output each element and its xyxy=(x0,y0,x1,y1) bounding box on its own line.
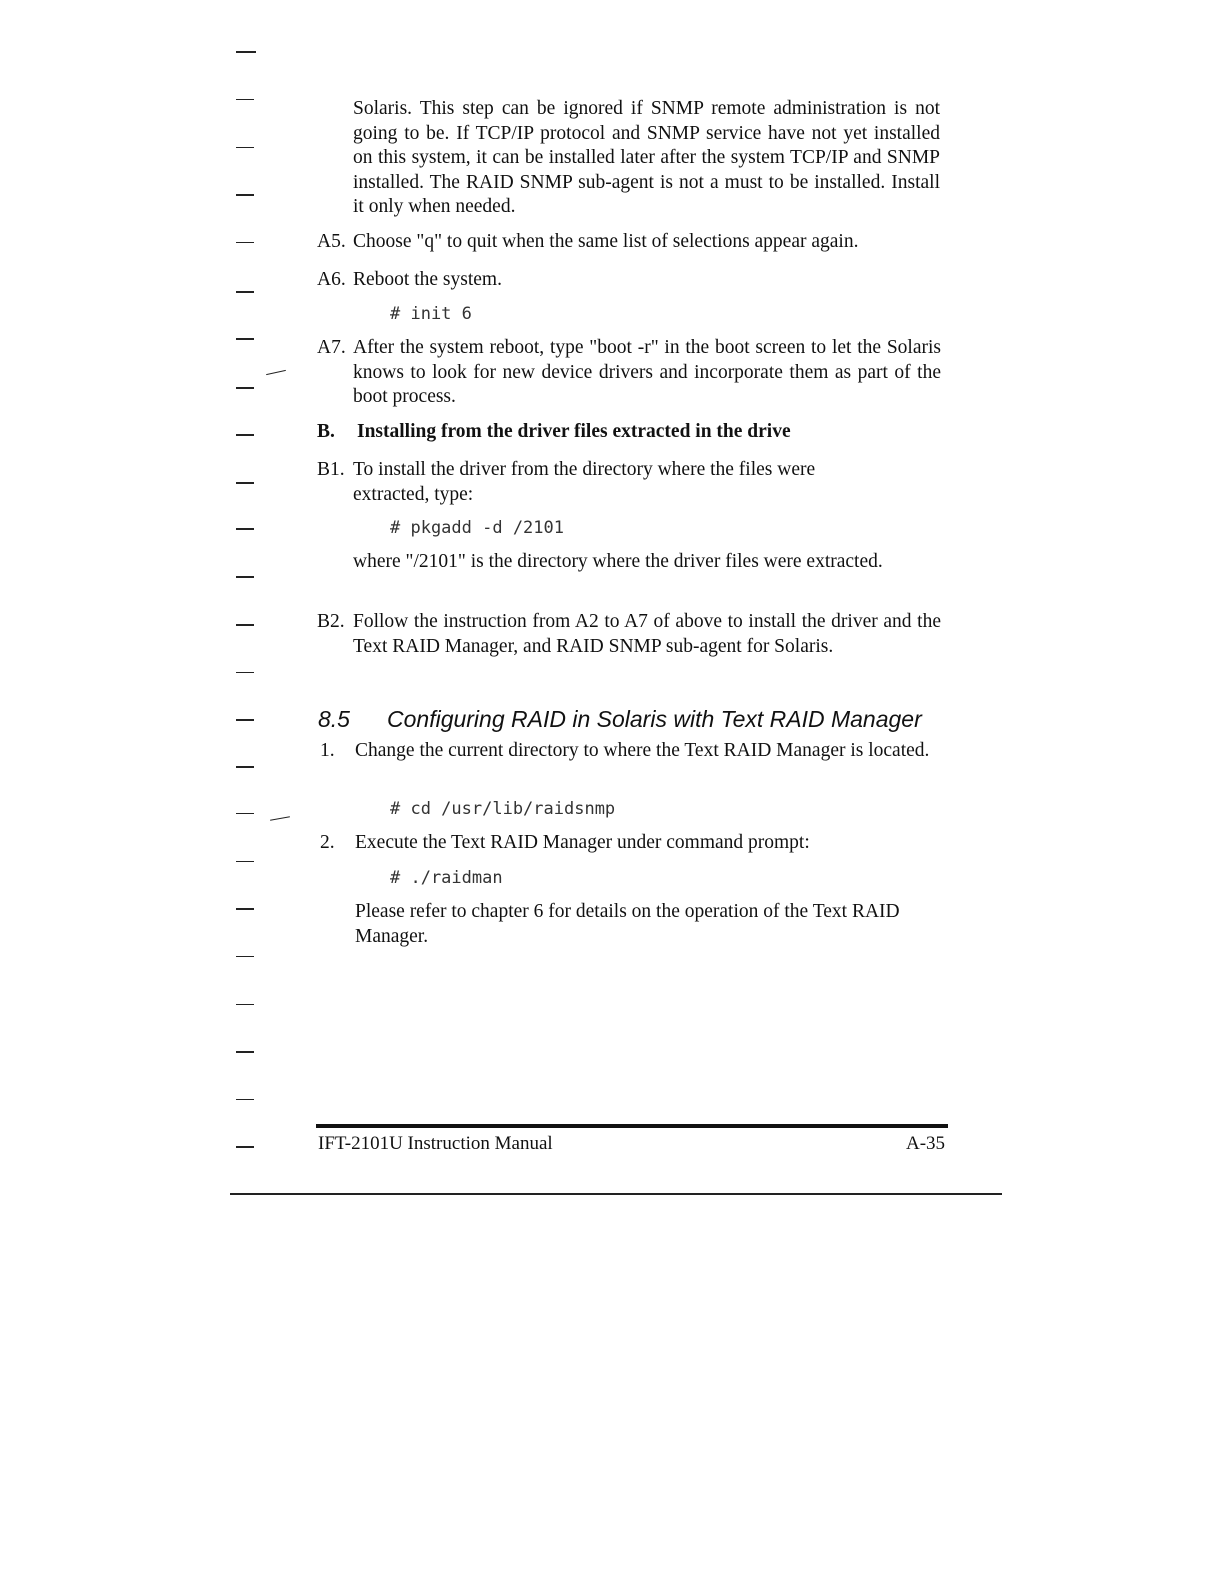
margin-tick xyxy=(236,482,254,484)
section-title: Configuring RAID in Solaris with Text RAID Manager xyxy=(387,706,922,732)
margin-tick xyxy=(236,1051,254,1053)
margin-tick xyxy=(236,242,254,243)
page-number: A-35 xyxy=(906,1133,946,1154)
margin-tick xyxy=(236,576,254,578)
command-pkgadd: # pkgadd -d /2101 xyxy=(390,518,564,538)
step-a7-label: A7. xyxy=(317,337,346,358)
command-cd: # cd /usr/lib/raidsnmp xyxy=(390,799,616,819)
margin-tick xyxy=(236,1146,254,1148)
margin-tick xyxy=(236,528,254,530)
step-b2-text: Follow the instruction from A2 to A7 of above to install the driver and the Text RAID Manager, and RAID SNMP sub-agent for Solaris. xyxy=(353,611,941,657)
margin-tick xyxy=(236,908,254,910)
step-a5-label: A5. xyxy=(317,231,346,252)
margin-tick xyxy=(236,861,254,862)
footer-rule xyxy=(316,1124,948,1128)
step-a6-label: A6. xyxy=(317,269,346,290)
margin-tick xyxy=(236,147,254,148)
margin-tick xyxy=(236,1004,254,1005)
margin-tick xyxy=(236,434,254,436)
continuation-paragraph: Solaris. This step can be ignored if SNMP remote administration is not going to be. If TCP/IP protocol and SNMP service have not yet installed on this system, it can be installed later after the system TCP/IP and SNMP installed. The RAID SNMP sub-agent is not a must to be installed. Install it only when needed. xyxy=(353,98,940,218)
margin-tick xyxy=(236,99,254,100)
step-a6-text: Reboot the system. xyxy=(353,269,502,290)
margin-tick xyxy=(236,672,254,673)
command-raidman: # ./raidman xyxy=(390,868,503,888)
margin-tick xyxy=(236,719,254,721)
step-2-text: Execute the Text RAID Manager under command prompt: xyxy=(355,832,810,853)
step-a5-text: Choose "q" to quit when the same list of selections appear again. xyxy=(353,231,859,252)
step-2-label: 2. xyxy=(320,832,335,853)
margin-tick xyxy=(236,766,254,768)
step-b1-label: B1. xyxy=(317,459,345,480)
step-1-label: 1. xyxy=(320,740,335,761)
margin-tick xyxy=(236,1099,254,1100)
margin-tick xyxy=(236,194,254,196)
step-a7-text: After the system reboot, type "boot -r" in the boot screen to let the Solaris knows to look for new device drivers and incorporate them as part of the boot process. xyxy=(353,337,941,408)
margin-tick xyxy=(270,816,290,820)
margin-tick xyxy=(236,387,254,389)
margin-tick xyxy=(236,338,254,340)
footer-title: IFT-2101U Instruction Manual xyxy=(318,1133,553,1154)
step-1-text: Change the current directory to where the Text RAID Manager is located. xyxy=(355,740,930,761)
margin-tick xyxy=(236,291,254,293)
margin-tick xyxy=(236,624,254,626)
margin-tick xyxy=(236,51,256,53)
section-b-label: B. xyxy=(317,421,335,442)
section-b-title: Installing from the driver files extracted in the drive xyxy=(357,421,791,442)
command-init: # init 6 xyxy=(390,304,472,324)
step-b1-note: where "/2101" is the directory where the driver files were extracted. xyxy=(353,551,883,572)
margin-tick xyxy=(236,813,254,814)
margin-tick xyxy=(236,956,254,957)
step-2-note: Please refer to chapter 6 for details on the operation of the Text RAID Manager. xyxy=(355,901,900,947)
section-number: 8.5 xyxy=(318,706,350,732)
margin-tick xyxy=(266,370,286,375)
step-b2-label: B2. xyxy=(317,611,345,632)
page-bottom-rule xyxy=(230,1193,1002,1195)
step-b1-text: To install the driver from the directory where the files were extracted, type: xyxy=(353,459,816,505)
